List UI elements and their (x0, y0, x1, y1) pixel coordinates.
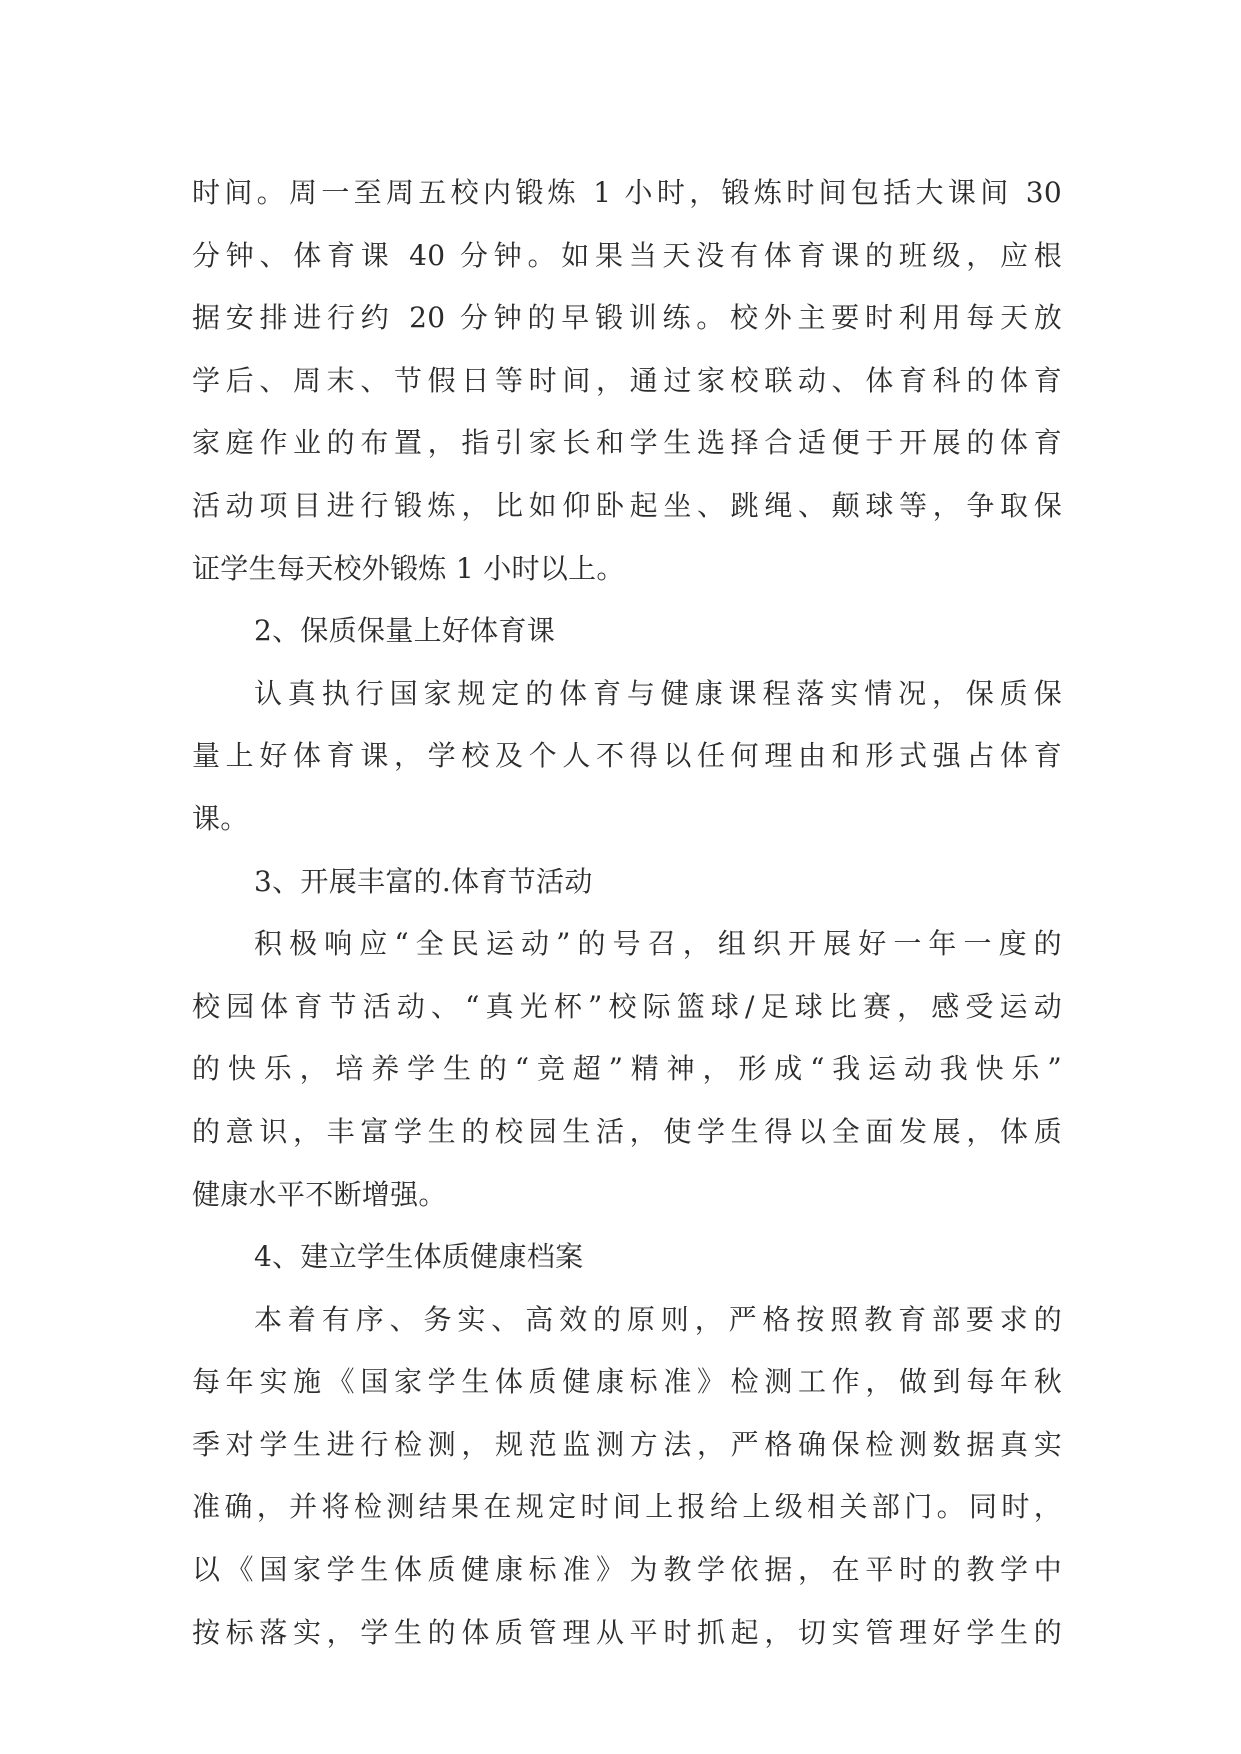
text-line: 每年实施《国家学生体质健康标准》检测工作，做到每年秋 (192, 1365, 1062, 1399)
paragraph-last-line: 课。 (192, 801, 249, 835)
section-heading: 4、建立学生体质健康档案 (254, 1240, 584, 1274)
section-heading: 3、开展丰富的.体育节活动 (254, 864, 593, 898)
document-body (192, 162, 1062, 1664)
text-line: 家庭作业的布置，指引家长和学生选择合适便于开展的体育 (192, 426, 1062, 460)
text-line: 分钟、体育课 40 分钟。如果当天没有体育课的班级，应根 (192, 238, 1062, 272)
text-line: 量上好体育课，学校及个人不得以任何理由和形式强占体育 (192, 739, 1062, 773)
paragraph-first-line: 本着有序、务实、高效的原则，严格按照教育部要求的 (254, 1302, 1062, 1336)
paragraph-first-line: 认真执行国家规定的体育与健康课程落实情况，保质保 (254, 676, 1062, 710)
paragraph-last-line: 健康水平不断增强。 (192, 1177, 447, 1211)
text-line: 的意识，丰富学生的校园生活，使学生得以全面发展，体质 (192, 1114, 1062, 1148)
text-line: 准确，并将检测结果在规定时间上报给上级相关部门。同时， (192, 1490, 1062, 1524)
paragraph-last-line: 证学生每天校外锻炼 1 小时以上。 (192, 551, 625, 585)
text-line: 据安排进行约 20 分钟的早锻训练。校外主要时利用每天放 (192, 301, 1062, 335)
section-heading: 2、保质保量上好体育课 (254, 614, 556, 648)
text-line: 活动项目进行锻炼，比如仰卧起坐、跳绳、颠球等，争取保 (192, 488, 1062, 522)
text-line: 以《国家学生体质健康标准》为教学依据，在平时的教学中 (192, 1553, 1062, 1587)
paragraph-first-line: 积极响应“全民运动”的号召，组织开展好一年一度的 (254, 927, 1062, 961)
text-line: 按标落实，学生的体质管理从平时抓起，切实管理好学生的 (192, 1615, 1062, 1649)
text-line: 的快乐，培养学生的“竞超”精神，形成“我运动我快乐” (192, 1052, 1062, 1086)
text-line: 学后、周末、节假日等时间，通过家校联动、体育科的体育 (192, 363, 1062, 397)
text-line: 时间。周一至周五校内锻炼 1 小时，锻炼时间包括大课间 30 (192, 176, 1062, 209)
text-line: 季对学生进行检测，规范监测方法，严格确保检测数据真实 (192, 1427, 1062, 1461)
text-line: 校园体育节活动、“真光杯”校际篮球/足球比赛，感受运动 (192, 989, 1062, 1023)
